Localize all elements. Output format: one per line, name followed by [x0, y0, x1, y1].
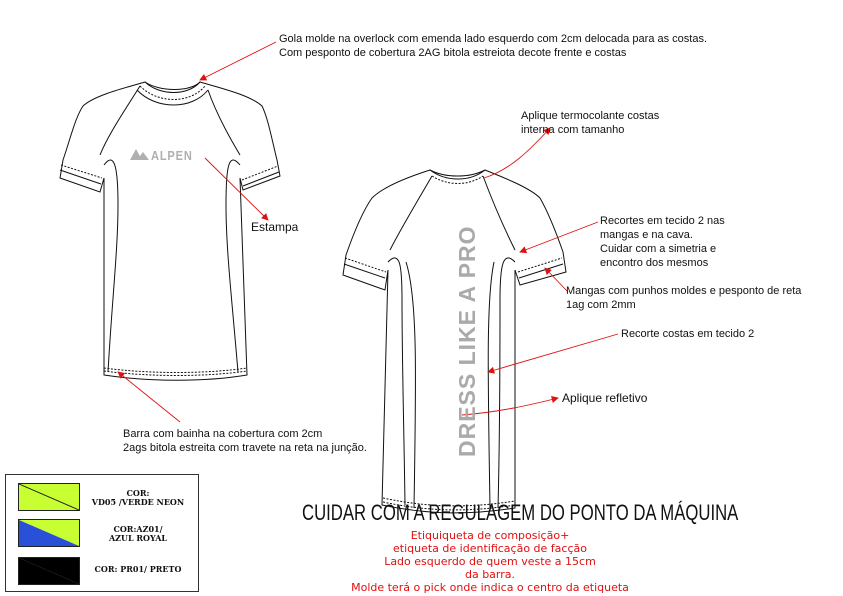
back-print-text: DRESS LIKE A PRO: [454, 225, 480, 457]
note-print: Estampa: [251, 220, 299, 234]
page-title: CUIDAR COM A REGULAGEM DO PONTO DA MÁQUINA: [302, 500, 739, 525]
swatch-verde-neon: [18, 483, 80, 511]
color-legend: [5, 474, 199, 592]
label-note-3: da barra.: [464, 568, 516, 581]
note-back-cut: Recorte costas em tecido 2: [621, 328, 755, 340]
note-reflective: Aplique refletivo: [562, 391, 648, 405]
note-back-patch: Aplique termocolante costas interna com tamanho: [521, 110, 660, 136]
swatch-azul-royal: [18, 519, 80, 547]
front-body-outline: [60, 82, 280, 380]
swatch-preto-label: COR: PR01/ PRETO: [94, 564, 182, 574]
label-note-4: Molde terá o pick onde indica o centro da etiqueta: [351, 581, 629, 594]
note-cut-panels: Recortes em tecido 2 nas mangas e na cava. Cuidar com a simetria e encontro dos mesmos: [600, 215, 725, 269]
alpen-logo-text: ALPEN: [151, 148, 193, 163]
swatch-preto: [18, 557, 80, 585]
note-hem: Barra com bainha na cobertura com 2cm 2ags bitola estreita com travete na reta na junção.: [123, 428, 367, 454]
front-tshirt: [60, 82, 280, 380]
label-note-1: etiqueta de identificação de facção: [393, 542, 587, 555]
swatch-azul-royal-label: COR:AZ01/ AZUL ROYAL: [108, 524, 168, 543]
swatch-verde-neon-label: COR: VD05 /VERDE NEON: [91, 488, 185, 507]
label-note-2: Lado esquerdo de quem veste a 15cm: [384, 555, 596, 568]
label-note-0: Etiquiqueta de composição+: [410, 529, 570, 542]
note-collar: Gola molde na overlock com emenda lado esquerdo com 2cm delocada para as costas. Com pesponto de cobertura 2AG bitola estreiota decote frente e costas: [279, 33, 708, 59]
note-sleeves: Mangas com punhos moldes e pesponto de reta 1ag com 2mm: [566, 285, 802, 311]
